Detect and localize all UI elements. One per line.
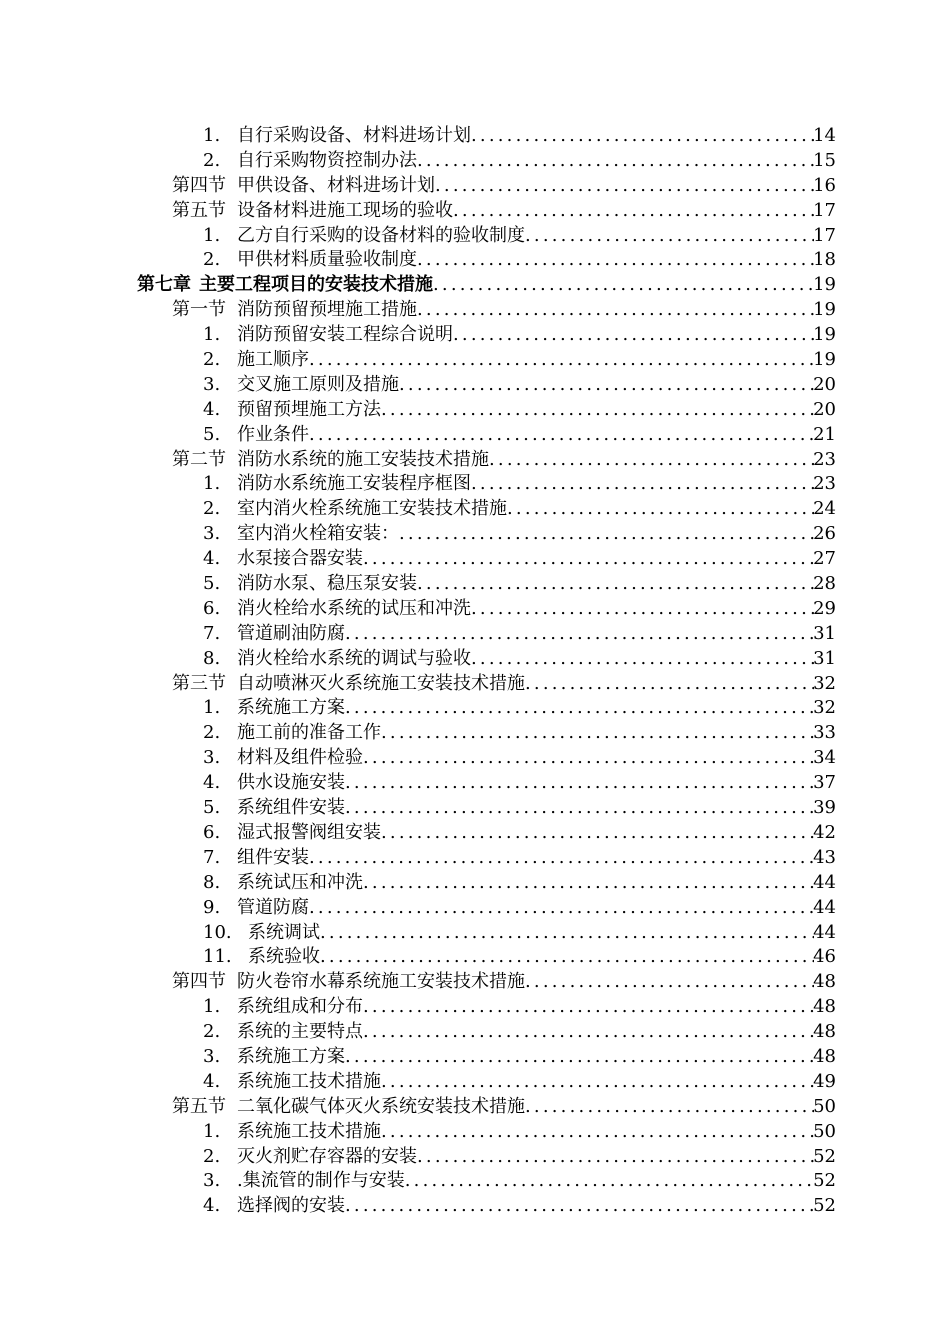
- toc-entry-number: 9.: [203, 896, 221, 918]
- toc-item-entry[interactable]: [0, 472, 950, 497]
- toc-page-number: 32: [813, 672, 836, 694]
- dot-leader: [399, 373, 814, 398]
- dot-leader: [363, 871, 814, 896]
- toc-page-number: 16: [813, 174, 836, 196]
- toc-entry-leader: [203, 796, 814, 821]
- dot-leader: [309, 846, 814, 871]
- toc-item-entry[interactable]: [0, 248, 950, 273]
- toc-entry-title: 系统的主要特点: [237, 1021, 363, 1043]
- toc-entry-leader: [203, 423, 814, 448]
- toc-entry-leader: [203, 1120, 814, 1145]
- table-of-contents: [0, 124, 950, 1219]
- dot-leader: [489, 448, 814, 473]
- toc-entry-number: 1.: [203, 324, 221, 346]
- dot-leader: [453, 199, 814, 224]
- toc-item-entry[interactable]: [0, 746, 950, 771]
- toc-entry-number: 5.: [203, 423, 221, 445]
- toc-entry-leader: [137, 273, 814, 298]
- toc-page-number: 26: [813, 523, 836, 545]
- toc-page-number: 52: [813, 1170, 836, 1192]
- toc-page-number: 17: [813, 199, 836, 221]
- toc-item-entry[interactable]: [0, 348, 950, 373]
- toc-entry-number: 7.: [203, 622, 221, 644]
- toc-page-number: 34: [813, 747, 836, 769]
- toc-page-number: 19: [813, 349, 836, 371]
- toc-item-entry[interactable]: [0, 921, 950, 946]
- dot-leader: [399, 522, 814, 547]
- toc-entry-title: 消防水系统的施工安装技术措施: [237, 448, 489, 470]
- toc-entry-title: 甲供设备、材料进场计划: [237, 174, 435, 196]
- dot-leader: [381, 721, 814, 746]
- dot-leader: [309, 348, 814, 373]
- dot-leader: [363, 995, 814, 1020]
- toc-page-number: 50: [813, 1095, 836, 1117]
- toc-item-entry[interactable]: [0, 149, 950, 174]
- toc-entry-title: 设备材料进施工现场的验收: [237, 199, 453, 221]
- toc-chapter-entry[interactable]: [0, 273, 950, 298]
- toc-entry-number: 8.: [203, 871, 221, 893]
- toc-item-entry[interactable]: [0, 896, 950, 921]
- toc-item-entry[interactable]: [0, 547, 950, 572]
- toc-page-number: 23: [813, 448, 836, 470]
- toc-entry-number: 2.: [203, 249, 221, 271]
- toc-entry-leader: [203, 871, 814, 896]
- toc-entry-number: 2.: [203, 1145, 221, 1167]
- toc-item-entry[interactable]: [0, 398, 950, 423]
- toc-page-number: 44: [813, 871, 836, 893]
- toc-entry-number: 第五节: [172, 199, 226, 221]
- toc-entry-title: 室内消火栓系统施工安装技术措施: [237, 498, 507, 520]
- toc-entry-title: 甲供材料质量验收制度: [237, 249, 417, 271]
- toc-entry-number: 1.: [203, 125, 221, 146]
- toc-entry-title: 施工前的准备工作: [237, 722, 381, 744]
- toc-item-entry[interactable]: [0, 1070, 950, 1095]
- toc-entry-title: 水泵接合器安装: [237, 548, 363, 570]
- toc-item-entry[interactable]: [0, 1194, 950, 1219]
- toc-item-entry[interactable]: [0, 796, 950, 821]
- dot-leader: [363, 1020, 814, 1045]
- toc-entry-title: 系统试压和冲洗: [237, 871, 363, 893]
- toc-item-entry[interactable]: [0, 1120, 950, 1145]
- dot-leader: [363, 547, 814, 572]
- toc-entry-leader: [203, 1169, 814, 1194]
- toc-item-entry[interactable]: [0, 224, 950, 249]
- toc-entry-number: 2.: [203, 1021, 221, 1043]
- toc-entry-title: 二氧化碳气体灭火系统安装技术措施: [237, 1095, 525, 1117]
- toc-page-number: 33: [813, 722, 836, 744]
- dot-leader: [345, 622, 814, 647]
- toc-entry-leader: [203, 622, 814, 647]
- toc-entry-leader: [172, 174, 814, 199]
- dot-leader: [381, 398, 814, 423]
- toc-page-number: 31: [813, 622, 836, 644]
- dot-leader: [345, 696, 814, 721]
- toc-page-number: 19: [813, 324, 836, 346]
- dot-leader: [433, 273, 814, 298]
- dot-leader: [525, 1095, 814, 1120]
- toc-page-number: 17: [813, 224, 836, 246]
- toc-item-entry[interactable]: [0, 945, 950, 970]
- toc-page-number: 39: [813, 797, 836, 819]
- toc-entry-number: 第七章: [137, 274, 191, 296]
- toc-entry-number: 4.: [203, 1195, 221, 1217]
- toc-entry-number: 7.: [203, 846, 221, 868]
- toc-page-number: 24: [813, 498, 836, 520]
- toc-entry-leader: [203, 522, 814, 547]
- toc-entry-title: 预留预埋施工方法: [237, 398, 381, 420]
- toc-entry-leader: [203, 224, 814, 249]
- dot-leader: [381, 1070, 814, 1095]
- dot-leader: [507, 497, 814, 522]
- dot-leader: [453, 323, 814, 348]
- toc-entry-number: 第五节: [172, 1095, 226, 1117]
- toc-entry-title: 系统施工技术措施: [237, 1120, 381, 1142]
- toc-item-entry[interactable]: [0, 696, 950, 721]
- toc-page-number: 37: [813, 772, 836, 794]
- toc-entry-title: 消防预留预埋施工措施: [237, 299, 417, 321]
- toc-entry-number: 第四节: [172, 174, 226, 196]
- toc-entry-number: 8.: [203, 647, 221, 669]
- toc-entry-leader: [203, 597, 814, 622]
- toc-entry-title: 室内消火栓箱安装：: [237, 523, 399, 545]
- toc-entry-leader: [203, 398, 814, 423]
- toc-item-entry[interactable]: [0, 821, 950, 846]
- dot-leader: [525, 970, 814, 995]
- toc-entry-number: 3.: [203, 1170, 221, 1192]
- toc-entry-number: 第四节: [172, 971, 226, 993]
- toc-page-number: 52: [813, 1195, 836, 1217]
- toc-page-number: 48: [813, 971, 836, 993]
- toc-entry-number: 4.: [203, 398, 221, 420]
- toc-entry-number: 3.: [203, 373, 221, 395]
- dot-leader: [417, 572, 814, 597]
- toc-entry-leader: [203, 721, 814, 746]
- toc-page-number: 52: [813, 1145, 836, 1167]
- toc-entry-title: 系统施工方案: [237, 697, 345, 719]
- toc-item-entry[interactable]: [0, 423, 950, 448]
- toc-entry-leader: [203, 821, 814, 846]
- toc-section-entry[interactable]: [0, 970, 950, 995]
- toc-entry-title: 灭火剂贮存容器的安装: [237, 1145, 417, 1167]
- dot-leader: [381, 821, 814, 846]
- toc-item-entry[interactable]: [0, 1045, 950, 1070]
- toc-entry-leader: [203, 771, 814, 796]
- toc-entry-title: 防火卷帘水幕系统施工安装技术措施: [237, 971, 525, 993]
- toc-entry-leader: [203, 124, 814, 149]
- toc-entry-leader: [203, 1045, 814, 1070]
- toc-entry-leader: [203, 497, 814, 522]
- toc-section-entry[interactable]: [0, 174, 950, 199]
- toc-entry-number: 3.: [203, 1045, 221, 1067]
- toc-entry-number: 5.: [203, 797, 221, 819]
- toc-item-entry[interactable]: [0, 721, 950, 746]
- toc-entry-leader: [203, 1145, 814, 1170]
- toc-entry-title: 消防水泵、稳压泵安装: [237, 573, 417, 595]
- toc-entry-leader: [203, 995, 814, 1020]
- toc-item-entry[interactable]: [0, 846, 950, 871]
- toc-item-entry[interactable]: [0, 522, 950, 547]
- toc-entry-number: 11.: [203, 946, 232, 968]
- toc-page-number: 43: [813, 846, 836, 868]
- dot-leader: [320, 921, 814, 946]
- toc-entry-title: 系统验收: [248, 946, 320, 968]
- toc-entry-number: 1.: [203, 996, 221, 1018]
- toc-entry-title: 系统施工技术措施: [237, 1070, 381, 1092]
- toc-entry-leader: [203, 1020, 814, 1045]
- toc-entry-number: 10.: [203, 921, 232, 943]
- dot-leader: [345, 1194, 814, 1219]
- toc-entry-number: 第一节: [172, 299, 226, 321]
- dot-leader: [309, 423, 814, 448]
- toc-page-number: 29: [813, 597, 836, 619]
- dot-leader: [525, 672, 814, 697]
- toc-entry-leader: [203, 373, 814, 398]
- toc-entry-number: 4.: [203, 548, 221, 570]
- toc-item-entry[interactable]: [0, 497, 950, 522]
- toc-entry-number: 1.: [203, 1120, 221, 1142]
- toc-entry-title: 系统施工方案: [237, 1045, 345, 1067]
- toc-entry-leader: [203, 846, 814, 871]
- toc-entry-title: 乙方自行采购的设备材料的验收制度: [237, 224, 525, 246]
- toc-entry-number: 3.: [203, 523, 221, 545]
- toc-page-number: 50: [813, 1120, 836, 1142]
- toc-entry-leader: [203, 746, 814, 771]
- toc-entry-number: 第三节: [172, 672, 226, 694]
- dot-leader: [309, 896, 814, 921]
- toc-entry-leader: [203, 348, 814, 373]
- toc-entry-leader: [172, 448, 814, 473]
- toc-item-entry[interactable]: [0, 871, 950, 896]
- toc-page-number: 48: [813, 1045, 836, 1067]
- toc-entry-title: 湿式报警阀组安装: [237, 821, 381, 843]
- toc-entry-number: 6.: [203, 821, 221, 843]
- toc-page-number: 46: [813, 946, 836, 968]
- toc-item-entry[interactable]: [0, 622, 950, 647]
- toc-entry-title: 材料及组件检验: [237, 747, 363, 769]
- dot-leader: [471, 597, 814, 622]
- toc-item-entry[interactable]: [0, 323, 950, 348]
- toc-entry-title: 自行采购物资控制办法: [237, 149, 417, 171]
- toc-page-number: 28: [813, 573, 836, 595]
- toc-page-number: 21: [813, 423, 836, 445]
- toc-item-entry[interactable]: [0, 1020, 950, 1045]
- dot-leader: [417, 248, 814, 273]
- toc-entry-title: 施工顺序: [237, 349, 309, 371]
- toc-page-number: 31: [813, 647, 836, 669]
- toc-entry-number: 6.: [203, 597, 221, 619]
- toc-entry-leader: [203, 248, 814, 273]
- toc-page-number: 20: [813, 398, 836, 420]
- toc-page-number: 20: [813, 373, 836, 395]
- toc-entry-leader: [203, 647, 814, 672]
- toc-entry-leader: [172, 298, 814, 323]
- toc-entry-leader: [203, 1070, 814, 1095]
- toc-entry-title: 消防水系统施工安装程序框图: [237, 473, 471, 495]
- toc-entry-title: 自行采购设备、材料进场计划: [237, 125, 471, 146]
- toc-section-entry[interactable]: [0, 199, 950, 224]
- toc-entry-leader: [203, 896, 814, 921]
- toc-entry-title: 交叉施工原则及措施: [237, 373, 399, 395]
- toc-entry-title: 管道防腐: [237, 896, 309, 918]
- toc-entry-title: .集流管的制作与安装: [237, 1170, 405, 1192]
- toc-entry-number: 2.: [203, 149, 221, 171]
- toc-entry-leader: [203, 1194, 814, 1219]
- toc-entry-leader: [203, 547, 814, 572]
- toc-page-number: 14: [813, 125, 836, 146]
- toc-page-number: 42: [813, 821, 836, 843]
- toc-entry-leader: [203, 323, 814, 348]
- toc-entry-number: 1.: [203, 224, 221, 246]
- toc-entry-leader: [203, 572, 814, 597]
- toc-entry-number: 4.: [203, 772, 221, 794]
- toc-item-entry[interactable]: [0, 597, 950, 622]
- toc-section-entry[interactable]: [0, 448, 950, 473]
- dot-leader: [405, 1169, 814, 1194]
- toc-section-entry[interactable]: [0, 1095, 950, 1120]
- dot-leader: [417, 298, 814, 323]
- toc-entry-number: 2.: [203, 498, 221, 520]
- toc-item-entry[interactable]: [0, 995, 950, 1020]
- toc-entry-title: 供水设施安装: [237, 772, 345, 794]
- toc-page-number: 48: [813, 996, 836, 1018]
- toc-entry-leader: [203, 149, 814, 174]
- toc-entry-number: 4.: [203, 1070, 221, 1092]
- toc-entry-leader: [172, 1095, 814, 1120]
- toc-entry-title: 管道刷油防腐: [237, 622, 345, 644]
- dot-leader: [525, 224, 814, 249]
- toc-entry-title: 系统组成和分布: [237, 996, 363, 1018]
- dot-leader: [345, 1045, 814, 1070]
- toc-entry-number: 2.: [203, 722, 221, 744]
- dot-leader: [417, 149, 814, 174]
- toc-entry-title: 消防预留安装工程综合说明: [237, 324, 453, 346]
- dot-leader: [435, 174, 814, 199]
- toc-section-entry[interactable]: [0, 298, 950, 323]
- toc-entry-leader: [203, 945, 814, 970]
- toc-page-number: 27: [813, 548, 836, 570]
- toc-entry-leader: [203, 472, 814, 497]
- toc-page-number: 32: [813, 697, 836, 719]
- toc-entry-title: 系统调试: [248, 921, 320, 943]
- toc-item-entry[interactable]: [0, 647, 950, 672]
- toc-entry-title: 系统组件安装: [237, 797, 345, 819]
- toc-page-number: 44: [813, 896, 836, 918]
- toc-page-number: 49: [813, 1070, 836, 1092]
- dot-leader: [471, 647, 814, 672]
- toc-entry-title: 作业条件: [237, 423, 309, 445]
- toc-section-entry[interactable]: [0, 672, 950, 697]
- dot-leader: [417, 1145, 814, 1170]
- toc-page-number: 19: [813, 274, 836, 296]
- toc-entry-number: 第二节: [172, 448, 226, 470]
- dot-leader: [345, 796, 814, 821]
- toc-entry-leader: [172, 672, 814, 697]
- toc-item-entry[interactable]: [0, 572, 950, 597]
- dot-leader: [345, 771, 814, 796]
- toc-item-entry[interactable]: [0, 771, 950, 796]
- toc-page-number: 48: [813, 1021, 836, 1043]
- dot-leader: [471, 124, 814, 149]
- toc-entry-number: 1.: [203, 697, 221, 719]
- toc-item-entry[interactable]: [0, 373, 950, 398]
- toc-entry-number: 1.: [203, 473, 221, 495]
- toc-item-entry[interactable]: [0, 124, 950, 149]
- toc-entry-title: 消火栓给水系统的试压和冲洗: [237, 597, 471, 619]
- toc-page-number: 18: [813, 249, 836, 271]
- toc-item-entry[interactable]: [0, 1145, 950, 1170]
- toc-entry-leader: [172, 970, 814, 995]
- toc-entry-title: 自动喷淋灭火系统施工安装技术措施: [237, 672, 525, 694]
- dot-leader: [381, 1120, 814, 1145]
- toc-entry-leader: [172, 199, 814, 224]
- dot-leader: [320, 945, 814, 970]
- toc-entry-number: 3.: [203, 747, 221, 769]
- toc-entry-number: 5.: [203, 573, 221, 595]
- toc-entry-leader: [203, 921, 814, 946]
- toc-page-number: 44: [813, 921, 836, 943]
- dot-leader: [471, 472, 814, 497]
- dot-leader: [363, 746, 814, 771]
- toc-item-entry[interactable]: [0, 1169, 950, 1194]
- toc-page-number: 23: [813, 473, 836, 495]
- toc-entry-number: 2.: [203, 349, 221, 371]
- toc-entry-title: 主要工程项目的安装技术措施: [199, 274, 433, 296]
- toc-entry-title: 选择阀的安装: [237, 1195, 345, 1217]
- toc-entry-leader: [203, 696, 814, 721]
- toc-entry-title: 消火栓给水系统的调试与验收: [237, 647, 471, 669]
- toc-entry-title: 组件安装: [237, 846, 309, 868]
- toc-page-number: 19: [813, 299, 836, 321]
- toc-page-number: 15: [813, 149, 836, 171]
